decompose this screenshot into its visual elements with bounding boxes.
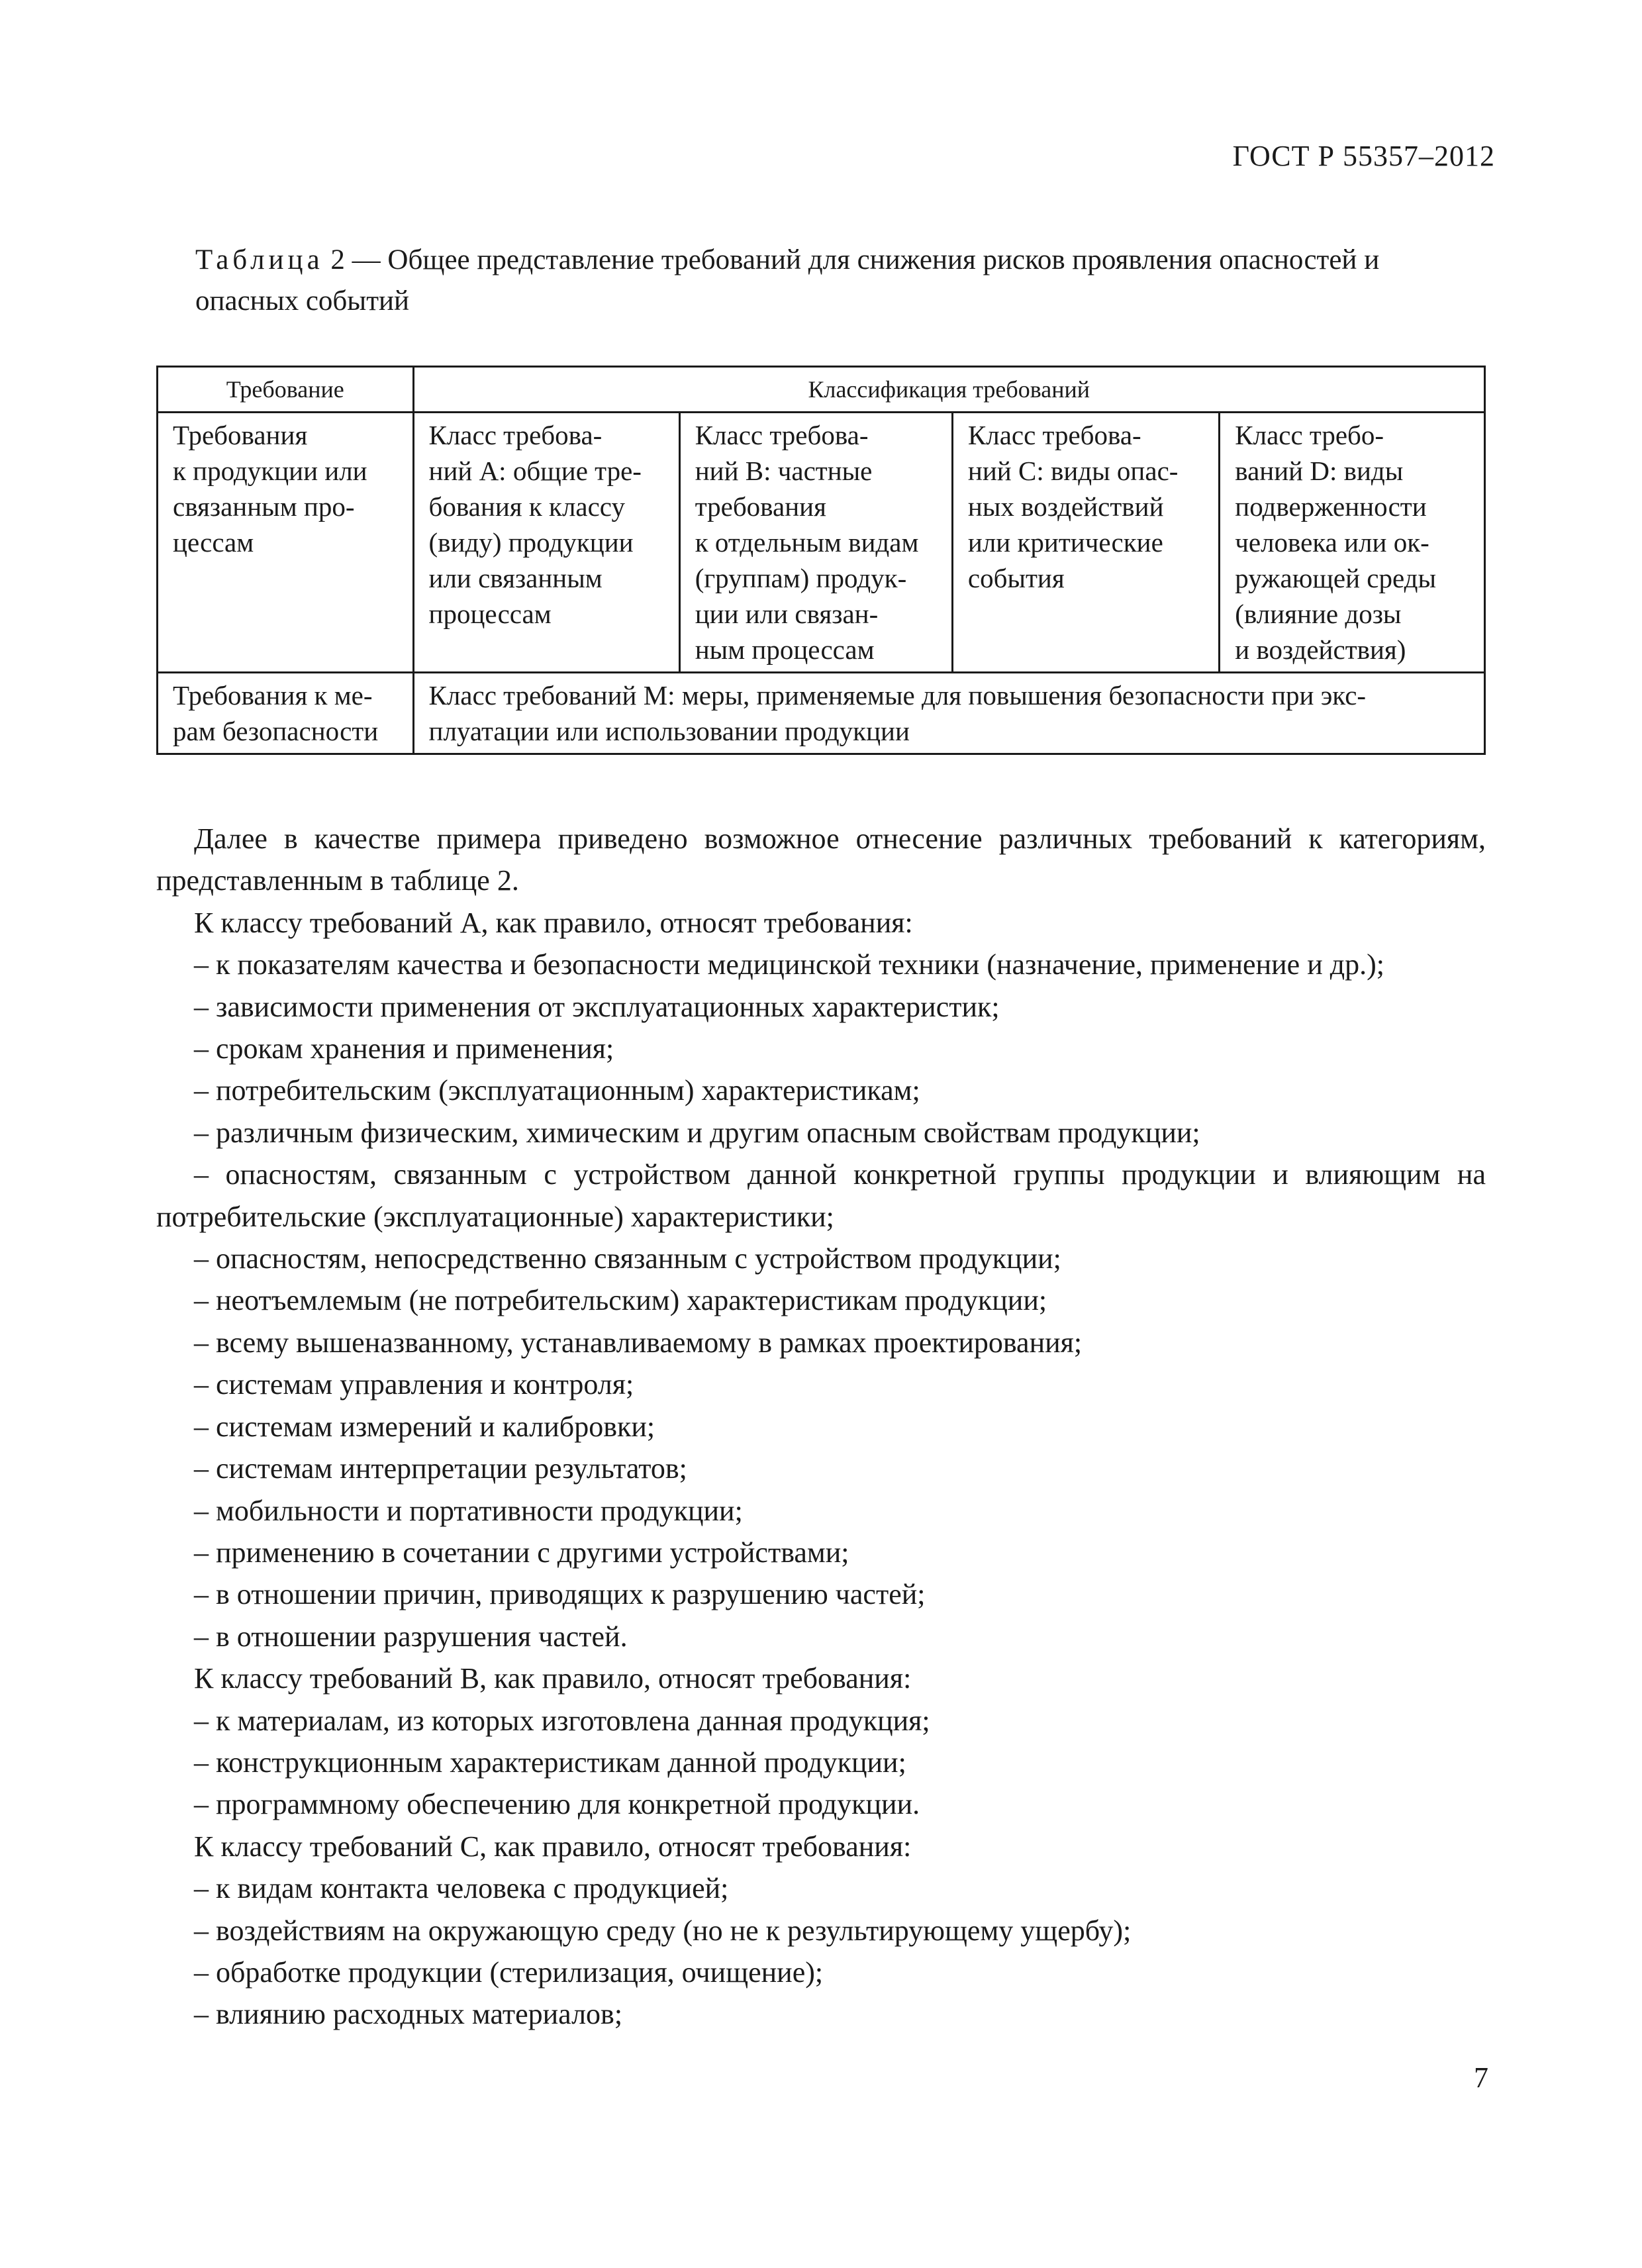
class-c-intro: К классу требований С, как правило, относят требования: <box>194 1830 912 1863</box>
cell-class-m: Класс требований М: меры, применяемые для повышения безопасности при экс- плуатации или использовании продукции <box>413 673 1485 754</box>
intro-paragraph: Далее в качестве примера приведено возможное отнесение различных требований к категориям, представленным в таблице 2. <box>156 822 1486 897</box>
header-classification: Классификация требований <box>413 367 1485 413</box>
table-caption-text: 2 — Общее представление требований для снижения рисков проявления опасностей и опасных событий <box>195 244 1380 317</box>
cell-class-a: Класс требова- ний А: общие тре- бования к классу (виду) продукции или связанным процессам <box>413 413 679 673</box>
page-number: 7 <box>1474 2061 1488 2094</box>
list-item: – зависимости применения от эксплуатационных характеристик; <box>194 990 1000 1023</box>
list-item: – применению в сочетании с другими устройствами; <box>194 1536 849 1569</box>
list-item: – в отношении причин, приводящих к разрушению частей; <box>194 1578 926 1611</box>
table-row <box>158 413 1485 673</box>
list-item: – в отношении разрушения частей. <box>194 1620 628 1653</box>
list-item: – влиянию расходных материалов; <box>194 1998 623 2031</box>
list-item: – опасностям, непосредственно связанным с устройством продукции; <box>194 1242 1061 1275</box>
table-header-row <box>158 367 1485 413</box>
table-row <box>158 673 1485 754</box>
table-caption-label: Таблица <box>195 244 324 275</box>
cell-product-requirements: Требования к продукции или связанным про- цессам <box>158 413 414 673</box>
list-item: – к видам контакта человека с продукцией; <box>194 1872 729 1905</box>
list-item: – к показателям качества и безопасности медицинской техники (назначение, применение и др.); <box>194 948 1385 981</box>
cell-safety-requirements: Требования к ме- рам безопасности <box>158 673 414 754</box>
list-item: – обработке продукции (стерилизация, очищение); <box>194 1955 824 1989</box>
list-item: – срокам хранения и применения; <box>194 1032 614 1065</box>
class-b-intro: К классу требований В, как правило, относят требования: <box>194 1662 912 1695</box>
list-item: – мобильности и портативности продукции; <box>194 1494 743 1527</box>
list-item: – опасностям, связанным с устройством данной конкретной группы продукции и влияющим на потребительские (эксплуатационные) характеристики; <box>156 1158 1486 1233</box>
list-item: – к материалам, из которых изготовлена данная продукция; <box>194 1704 930 1737</box>
list-item: – воздействиям на окружающую среду (но не к результирующему ущербу); <box>194 1914 1132 1947</box>
standard-code: ГОСТ Р 55357–2012 <box>1232 140 1495 172</box>
list-item: – системам управления и контроля; <box>194 1368 634 1401</box>
list-item: – различным физическим, химическим и другим опасным свойствам продукции; <box>194 1116 1200 1149</box>
cell-class-b: Класс требова- ний В: частные требования к отдельным видам (группам) продук- ции или связан- ным процессам <box>679 413 952 673</box>
list-item: – системам измерений и калибровки; <box>194 1410 655 1443</box>
table-caption <box>195 240 1420 322</box>
list-item: – конструкционным характеристикам данной продукции; <box>194 1746 906 1779</box>
requirements-table <box>156 366 1486 755</box>
class-a-intro: К классу требований А, как правило, относят требования: <box>194 906 913 939</box>
list-item: – программному обеспечению для конкретной продукции. <box>194 1788 920 1821</box>
body-text <box>156 818 1486 2036</box>
cell-class-c: Класс требова- ний С: виды опас- ных воздействий или критические события <box>952 413 1219 673</box>
list-item: – системам интерпретации результатов; <box>194 1452 687 1485</box>
header-requirement: Требование <box>158 367 414 413</box>
cell-class-d: Класс требо- ваний D: виды подверженности человека или ок- ружающей среды (влияние дозы и воздействия) <box>1220 413 1485 673</box>
list-item: – неотъемлемым (не потребительским) характеристикам продукции; <box>194 1284 1047 1317</box>
list-item: – потребительским (эксплуатационным) характеристикам; <box>194 1074 920 1107</box>
list-item: – всему вышеназванному, устанавливаемому в рамках проектирования; <box>194 1326 1083 1359</box>
